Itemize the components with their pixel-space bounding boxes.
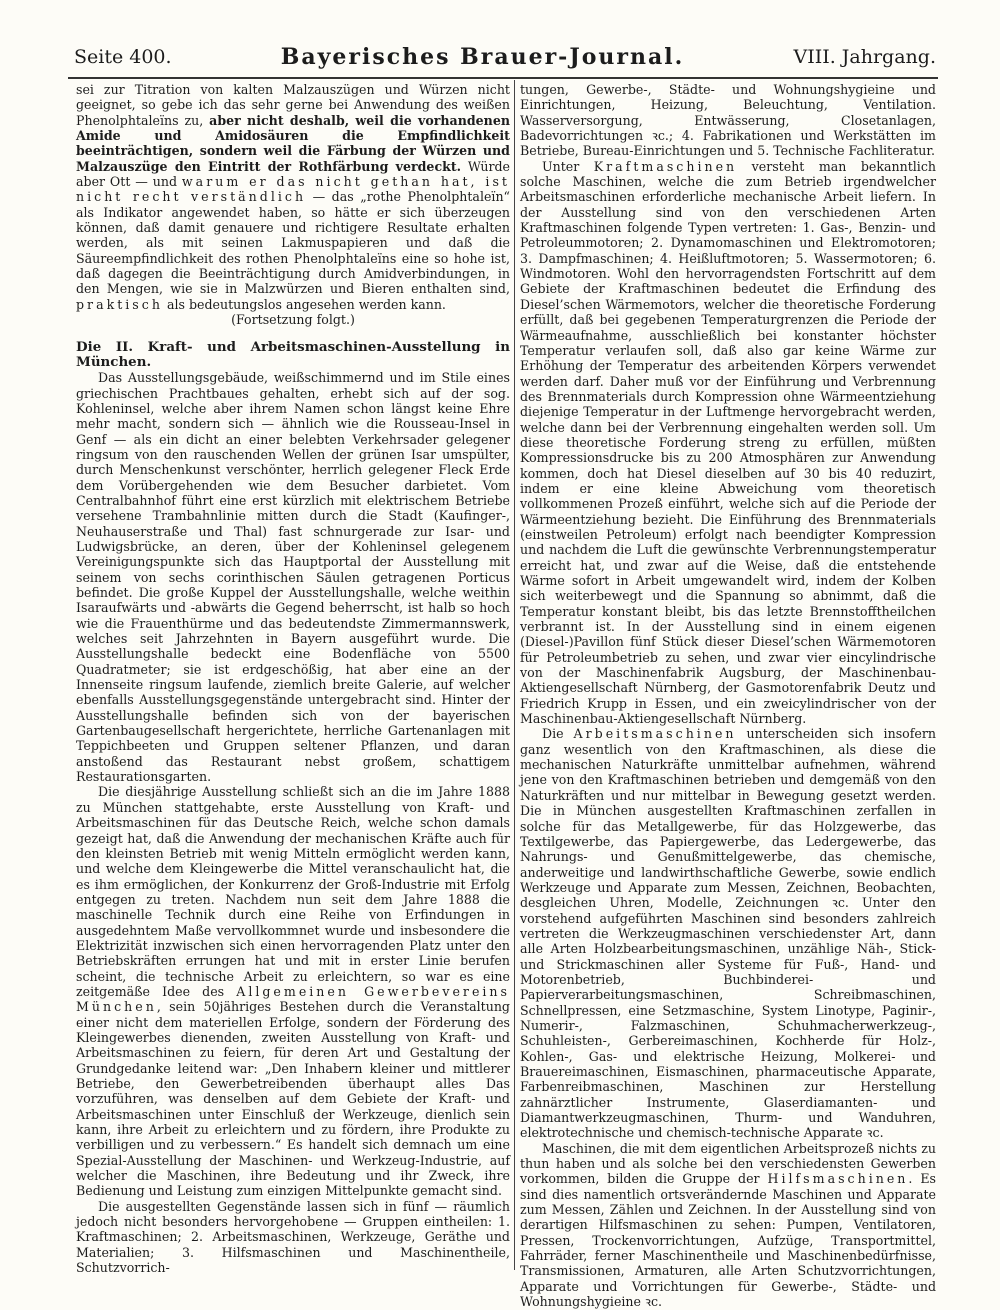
text-run: sei zur Titration von kalten Malzauszügen und Würzen nicht geeignet, so gebe ich das sehr gerne bei Anwendung des weißen Phenolphtaleïns zu, (76, 82, 510, 128)
text-run: Die (542, 726, 574, 742)
paragraph (520, 726, 936, 1140)
header-rule (68, 77, 938, 79)
column-divider (514, 80, 515, 1270)
continuation-note: (Fortsetzung folgt.) (231, 312, 355, 328)
paragraph (76, 82, 510, 312)
spaced-text: Arbeitsmaschinen (573, 726, 737, 742)
text-run: , sein 50jähriges Bestehen durch die Veranstaltung einer nicht dem materiellen Erfolge, sondern der Förderung des Kleingewerbes dienenden, zweiten Ausstellung von Kraft- und Arbeitsmaschinen zu feiern, für deren Art und Gestaltung der Grundgedanke leitend war: „Den Inhabern kleiner und mittlerer Betriebe, den Gewerbetreibenden überhaupt alles Das vorzuführen, was denselben auf dem Gebiete der Kraft- und Arbeitsmaschinen unter Einschluß der Werkzeuge, dienlich sein kann, ihre Arbeit zu erleichtern und zu fördern, ihre Produkte zu verbilligen und zu verbessern.“ Es handelt sich demnach um eine Spezial-Ausstellung der Maschinen- und Werkzeug-Industrie, auf welcher die Maschinen, ihre Bedeutung und ihr Zweck, ihre Bedienung und Leistung zum einzigen Mittelpunkte gemacht sind. (76, 999, 510, 1199)
text-run: unterscheiden sich insofern ganz wesentlich von den Kraftmaschinen, als diese die mechanischen Naturkräfte unmittelbar aufnehmen, während jene von den Kraftmaschinen betrieben und demgemäß von den Naturkräften und nur mittelbar in Bewegung gesetzt werden. Die in München ausgestellten Kraftmaschinen zerfallen in solche für das Metallgewerbe, für das Holzgewerbe, das Textilgewerbe, das Papiergewerbe, das Ledergewerbe, das Nahrungs- und Genußmittelgewerbe, das chemische, anderweitige und landwirthschaftliche Gewerbe, sowie endlich Werkzeuge und Apparate zum Messen, Zeichnen, Beobachten, desgleichen Uhren, Modelle, Zeichnungen ꝛc. Unter den vorstehend aufgeführten Maschinen sind besonders zahlreich vertreten die Werkzeugmaschinen verschiedenster Art, dann alle Arten Holzbearbeitungsmaschinen, unzählige Näh-, Stick- und Strickmaschinen aller Systeme für Fuß-, Hand- und Motorenbetrieb, Buchbinderei- und Papierverarbeitungsmaschinen, Schreibmaschinen, Schnellpressen, eine Setzmaschine, System Linotype, Paginir-, Numerir-, Falzmaschinen, Schuhmacherwerkzeug-, Schuhleisten-, Gerbereimaschinen, Kochherde für Holz-, Kohlen-, Gas- und elektrische Heizung, Molkerei- und Brauereimaschinen, Eismaschinen, pharmaceutische Apparate, Farbenreibmaschinen, Maschinen zur Herstellung zahnärztlicher Instrumente, Glaserdiamanten- und Diamantwerkzeugmaschinen, Thurm- und Wanduhren, elektrotechnische und chemisch-technische Apparate ꝛc. (520, 726, 936, 1141)
spaced-text: Allgemeinen Gewerbevereins München (76, 983, 510, 1015)
text-run: — das „rothe Phenolphtaleïn“ als Indikator angewendet haben, so hätte er sich überzeugen können, daß damit genauere und richtigere Resultate erhalten werden, als mit seinen Lakmuspapieren und daß die Säureempfindlichkeit des rothen Phenolphtaleïns eine so hohe ist, daß dagegen die Beeinträchtigung durch Amidverbindungen, in den Mengen, wie sie in Malzwürzen und Bieren enthalten sind, (76, 189, 510, 297)
left-column (76, 82, 510, 1276)
paragraph: Die ausgestellten Gegenstände lassen sich in fünf — räumlich jedoch nicht besonders hervorgehobene — Gruppen eintheilen: 1. Kraftmaschinen; 2. Arbeitsmaschinen, Werkzeuge, Geräthe und Materialien; 3. Hilfsmaschinen und Maschinentheile, Schutzvorrich- (76, 1198, 510, 1276)
spaced-text: praktisch (76, 296, 163, 312)
text-run: Maschinen, die mit dem eigentlichen Arbeitsprozeß nichts zu thun haben und als solche bei den verschiedensten Gewerben vorkommen, bilden die Gruppe der (520, 1140, 936, 1187)
text-run: Die diesjährige Ausstellung schließt sich an die im Jahre 1888 zu München stattgehabte, erste Ausstellung von Kraft- und Arbeitsmaschinen für das Deutsche Reich, welche schon damals gezeigt hat, daß die Anwendung der mechanischen Kräfte auch für den kleinsten Betrieb mit wenig Mitteln ermöglicht werden kann, und welche dem Kleingewerbe die Mittel veranschaulicht hat, die es ihm ermöglichen, der Konkurrenz der Groß-Industrie mit Erfolg entgegen zu treten. Nachdem nun seit dem Jahre 1888 die maschinelle Technik durch eine Reihe von Erfindungen in ausgedehntem Maße vervollkommnet wurde und insbesondere die Elektrizität inzwischen sich einen hervorragenden Platz unter den Betriebskräften errungen hat und mit in erster Linie berufen scheint, die technische Arbeit zu erleichtern, so war es eine zeitgemäße Idee des (76, 784, 510, 999)
text-run: versteht man bekanntlich solche Maschinen, welche die zum Betrieb irgendwelcher Arbeitsmaschinen erforderliche mechanische Arbeit liefern. In der Ausstellung sind von den verschiedenen Arten Kraftmaschinen folgende Typen vertreten: 1. Gas-, Benzin- und Petroleummotoren; 2. Dynamomaschinen und Elektromotoren; 3. Dampfmaschinen; 4. Heißluftmotoren; 5. Wassermotoren; 6. Windmotoren. Wohl den hervorragendsten Fortschritt auf dem Gebiete der Kraftmaschinen bedeutet die Erfindung des Diesel’schen Wärmemotors, welcher die theoretische Forderung erfüllt, daß bei gegebenen Temperaturgrenzen die Periode der Wärmeaufnahme, ausschließlich bei konstanter höchster Temperatur verlaufen soll, daß also gar keine Wärme zur Erhöhung der Temperatur des arbeitenden Körpers verwendet werden darf. Daher muß vor der Einführung und Verbrennung des Brennmaterials durch Kompression ohne Wärmeentziehung diejenige Temperatur in der Luftmenge hervorgebracht werden, welche dann bei der Verbrennung eingehalten werden soll. Um diese theoretische Forderung streng zu erfüllen, müßten Kompressionsdrucke bis zu 200 Atmosphären zur Anwendung kommen, doch hat Diesel dieselben auf 30 bis 40 reduzirt, indem er eine kleine Abweichung vom theoretisch vollkommenen Prozeß einführt, welche sich auf die Periode der Wärmeentziehung bezieht. Die Einführung des Brennmaterials (einstweilen Petroleum) erfolgt nach beendigter Kompression und nachdem die Luft die gewünschte Verbrennungstemperatur erreicht hat, und zwar auf die Weise, daß die entstehende Wärme sofort in Arbeit umgewandelt wird, indem der Kolben sich weiterbewegt und die Spannung so abnimmt, daß die Temperatur konstant bleibt, bis das letzte Brennstofftheilchen verbrannt ist. In der Ausstellung sind in einem eigenen (Diesel-)Pavillon fünf Stück dieser Diesel’schen Wärmemotoren für Petroleumbetrieb zu sehen, und zwar vier eincylindrische von der Maschinenfabrik Augsburg, der Maschinenbau-Aktiengesellschaft Nürnberg, der Gasmotorenfabrik Deutz und Friedrich Krupp in Essen, und ein zweicylindrischer von der Maschinenbau-Aktiengesellschaft Nürnberg. (520, 158, 936, 727)
text-run: . Es sind dies namentlich ortsverändernde Maschinen und Apparate zum Messen, Zählen und Zeichnen. In der Ausstellung sind von derartigen Hilfsmaschinen zu sehen: Pumpen, Ventilatoren, Pressen, Trockenvorrichtungen, Aufzüge, Transportmittel, Fahrräder, ferner Maschinentheile und Maschinenbedürfnisse, Transmissionen, Armaturen, alle Arten Schutzvorrichtungen, Apparate und Vorrichtungen für Gewerbe-, Städte- und Wohnungshygieine ꝛc. (520, 1171, 936, 1310)
paragraph: tungen, Gewerbe-, Städte- und Wohnungshygieine und Einrichtungen, Heizung, Beleuchtung, Ventilation. Wasserversorgung, Entwässerung, Closetanlagen, Badevorrichtungen ꝛc.; 4. Fabrikationen und Werkstätten im Betriebe, Bureau-Einrichtungen und 5. Technische Fachliteratur. (520, 82, 936, 159)
text-run: als bedeutungslos angesehen werden kann. (162, 296, 446, 312)
paragraph (76, 784, 510, 1198)
text-run: Unter (542, 158, 594, 174)
text-run: Würde aber Ott — und (76, 158, 510, 190)
spaced-text: warum er das nicht gethan hat, ist nicht recht verständlich (76, 174, 510, 205)
bold-text: aber nicht deshalb, weil die vorhandenen Amide und Amidosäuren die Empfindlichkeit beeinträchtigen, sondern weil die Färbung der Würzen und Malzauszüge den Eintritt der Rothfärbung verdeckt. (76, 112, 510, 174)
page-header (74, 40, 936, 74)
paragraph (520, 159, 936, 727)
paragraph: Das Ausstellungsgebäude, weißschimmernd und im Stile eines griechischen Prachtbaues gehalten, erhebt sich auf der sog. Kohleninsel, welche aber ihrem Namen schon längst keine Ehre mehr macht, sondern sich — ähnlich wie die Rousseau-Insel in Genf — als ein dicht an einer belebten Verkehrsader gelegener ringsum von den rauschenden Wellen der grünen Isar umspülter, durch Menschenkunst verschönter, herrlich gelegener Fleck Erde dem Vorübergehenden wie dem Besucher darbietet. Vom Centralbahnhof führt eine erst kürzlich mit elektrischem Betriebe versehene Trambahnlinie mitten durch die Stadt (Kaufinger-, Neuhauserstraße und Thal) fast schnurgerade zur Isar- und Ludwigsbrücke, an deren, über der Kohleninsel gelegenem Vereinigungspunkte sich das Hauptportal der Ausstellung mit seinem von sechs corinthischen Säulen getragenen Porticus befindet. Die große Kuppel der Ausstellungshalle, welche weithin Isaraufwärts und -abwärts die Gegend beherrscht, ist halb so hoch wie die Frauenthürme und das bedeutendste Zimmermannswerk, welches seit Jahrzehnten in Bayern ausgeführt wurde. Die Ausstellungshalle bedeckt eine Bodenfläche von 5500 Quadratmeter; sie ist erdgeschößig, hat aber eine an der Innenseite ringsum laufende, ziemlich breite Galerie, auf welcher ebenfalls Ausstellungsgegenstände untergebracht sind. Hinter der Ausstellungshalle befinden sich von der bayerischen Gartenbaugesellschaft hergerichtete, herrliche Gartenanlagen mit Teppichbeeten und Gruppen seltener Pflanzen, und daran anstoßend das Restaurant nebst großem, schattigem Restaurationsgarten. (76, 370, 510, 785)
spaced-text: Kraftmaschinen (593, 158, 738, 174)
spaced-text: Hilfsmaschinen (767, 1171, 909, 1187)
paragraph (520, 1141, 936, 1310)
article-title: Die II. Kraft- und Arbeitsmaschinen-Ausstellung in München. (76, 338, 510, 370)
page-number: Seite 400. (74, 46, 172, 68)
volume-label: VIII. Jahrgang. (793, 46, 936, 68)
right-column (520, 82, 936, 1310)
journal-title: Bayerisches Brauer-Journal. (280, 44, 685, 70)
